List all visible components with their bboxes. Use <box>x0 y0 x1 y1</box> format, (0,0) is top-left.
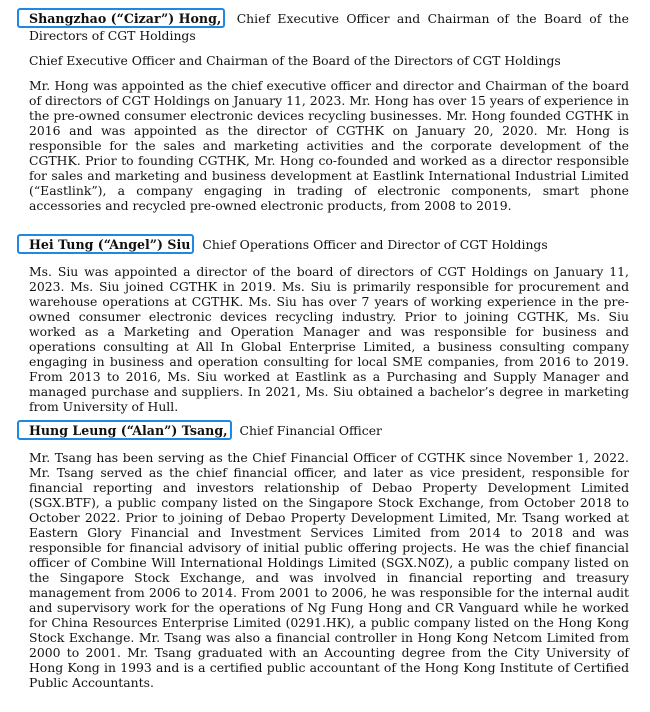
person-name-highlight[interactable]: Hei Tung (“Angel”) Siu <box>17 234 194 254</box>
bio-siu <box>29 234 629 414</box>
bio-paragraph: Mr. Hong was appointed as the chief executive officer and director and Chairman of the board of directors of CGT Holdings on January 11, 2023. Mr. Hong has over 15 years of experience in the pre-owned consumer electronic devices recycling businesses. Mr. Hong founded CGTHK in 2016 and was appointed as the director of CGTHK on January 20, 2020. Mr. Hong is responsible for the sales and marketing activities and the corporate development of the CGTHK. Prior to founding CGTHK, Mr. Hong co-founded and worked as a director responsible for sales and marketing and business development at Eastlink International Industrial Limited (“Eastlink”), a company engaging in trading of electronic components, smart phone accessories and recycled pre-owned electronic products, from 2008 to 2019. <box>29 78 629 213</box>
person-title: Chief Operations Officer and Director of CGT Holdings <box>202 237 548 252</box>
bio-paragraph: Ms. Siu was appointed a director of the board of directors of CGT Holdings on January 11, 2023. Ms. Siu joined CGTHK in 2019. Ms. Siu is primarily responsible for procurement and warehouse operations at CGTHK. Ms. Siu has over 7 years of working experience in the pre-owned consumer electronic devices recycling industry. Prior to joining CGTHK, Ms. Siu worked as a Marketing and Operation Manager and was responsible for business and operations consulting at All In Global Enterprise Limited, a business consulting company engaging in business and operation consulting for local SME companies, from 2016 to 2019. From 2013 to 2016, Ms. Siu worked at Eastlink as a Purchasing and Supply Manager and managed purchase and suppliers. In 2021, Ms. Siu obtained a bachelor’s degree in marketing from University of Hull. <box>29 264 629 414</box>
bio-paragraph: Mr. Tsang has been serving as the Chief Financial Officer of CGTHK since November 1, 2022. Mr. Tsang served as the chief financial officer, and later as vice president, responsible for financial reporting and investors relationship of Debao Property Development Limited (SGX.BTF), a public company listed on the Singapore Stock Exchange, from October 2018 to October 2022. Prior to joining of Debao Property Development Limited, Mr. Tsang worked at Eastern Glory Financial and Investment Services Limited from 2014 to 2018 and was responsible for financial advisory of initial public offering projects. He was the chief financial officer of Combine Will International Holdings Limited (SGX.N0Z), a public company listed on the Singapore Stock Exchange, and was involved in financial reporting and treasury management from 2006 to 2014. From 2001 to 2006, he was responsible for the internal audit and supervisory work for the operations of Ng Fung Hong and CR Vanguard while he worked for China Resources Enterprise Limited (0291.HK), a public company listed on the Hong Kong Stock Exchange. Mr. Tsang was also a financial controller in Hong Kong Netcom Limited from 2000 to 2001. Mr. Tsang graduated with an Accounting degree from the City University of Hong Kong in 1993 and is a certified public accountant of the Hong Kong Institute of Certified Public Accountants. <box>29 450 629 690</box>
person-title: Chief Executive Officer and Chairman of the Board of the Directors of CGT Holdings <box>29 11 629 43</box>
bio-heading <box>29 420 629 440</box>
bio-heading <box>29 234 629 254</box>
bio-subtitle: Chief Executive Officer and Chairman of the Board of the Directors of CGT Holdings <box>29 53 561 68</box>
bio-hong <box>29 8 629 213</box>
person-name-highlight[interactable]: Hung Leung (“Alan”) Tsang, <box>17 420 232 440</box>
person-name-highlight[interactable]: Shangzhao (“Cizar”) Hong, <box>17 8 225 28</box>
bio-heading <box>29 8 629 43</box>
bio-tsang <box>29 420 629 690</box>
person-title: Chief Financial Officer <box>239 423 382 438</box>
